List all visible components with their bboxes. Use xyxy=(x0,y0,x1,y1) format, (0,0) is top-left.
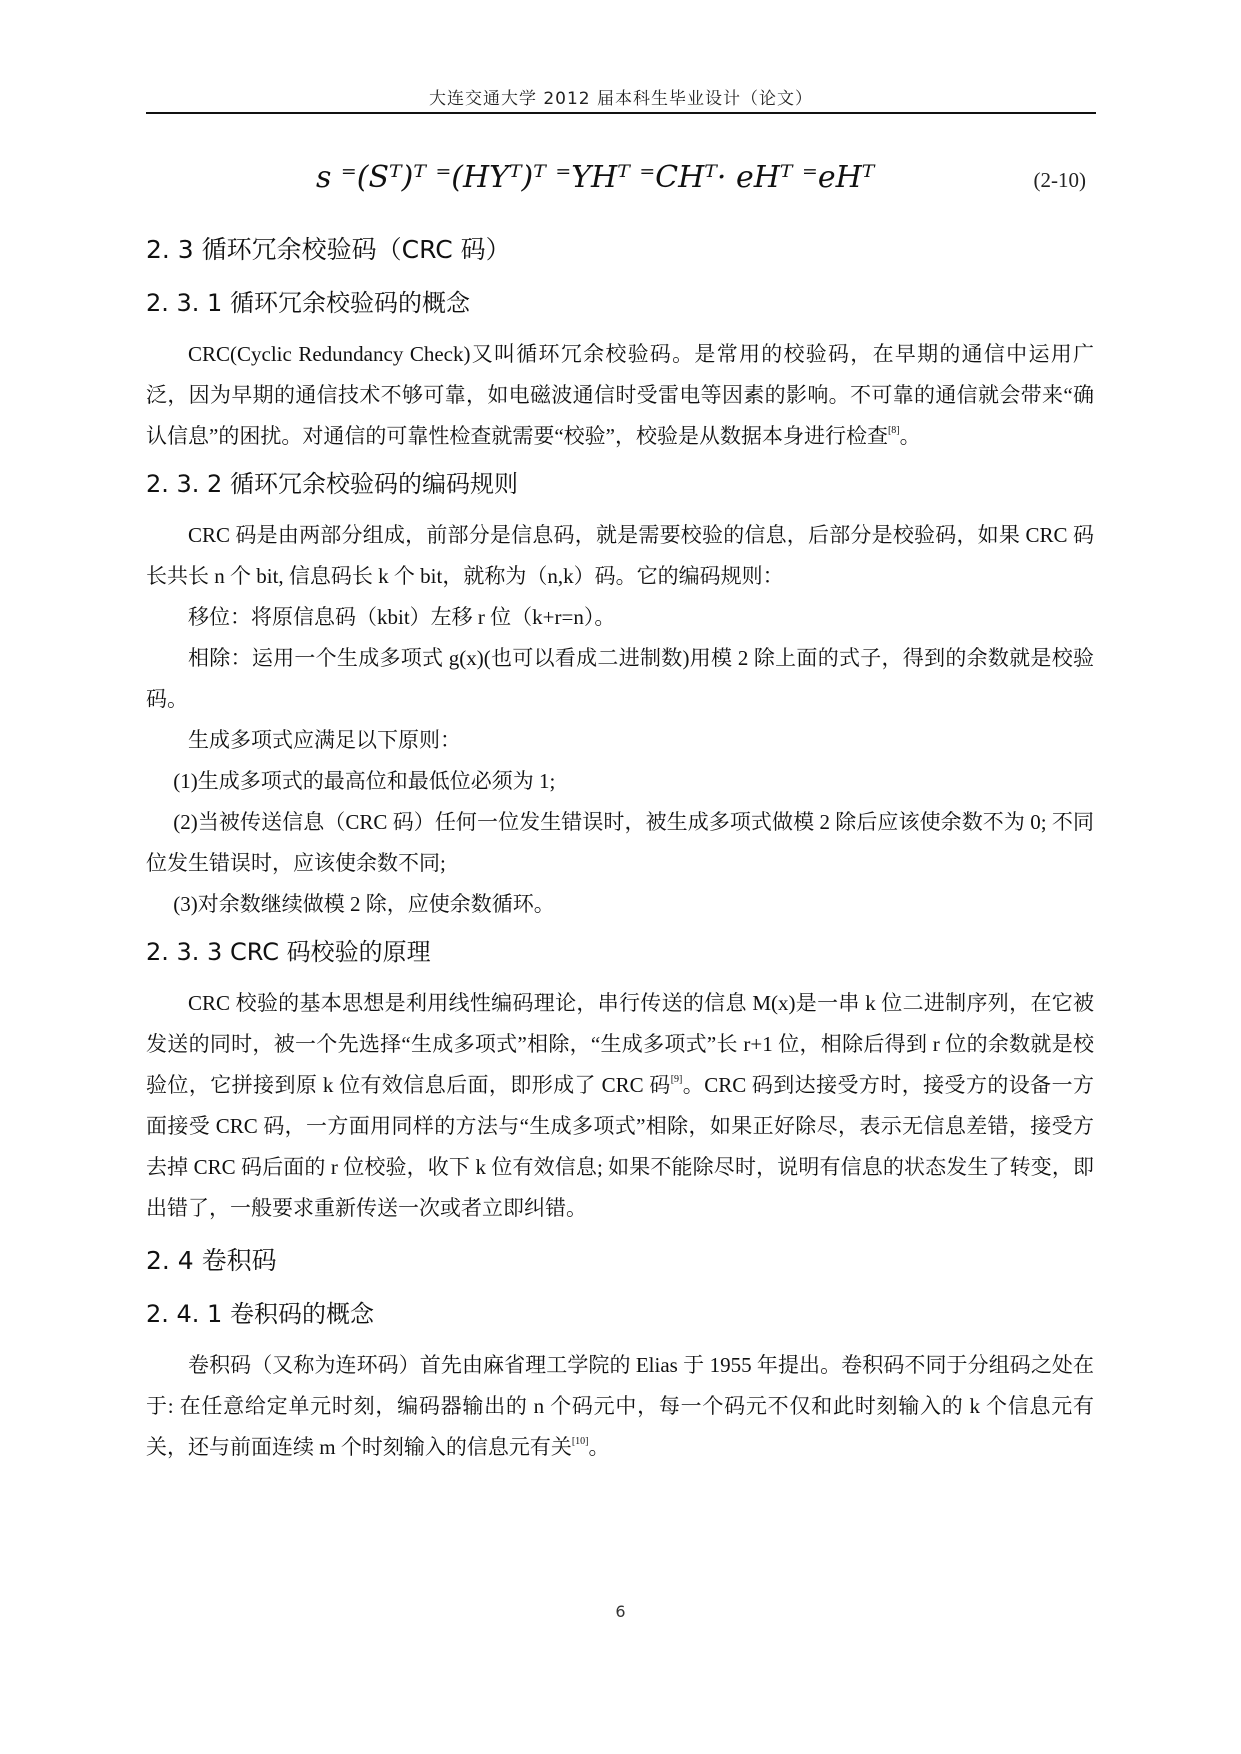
spacer xyxy=(146,457,1094,463)
paragraph-end: 。 xyxy=(588,1435,610,1459)
paragraph-text: CRC 校验的基本思想是利用线性编码理论，串行传送的信息 M(x)是一串 k 位二进制序列，在它被发送的同时，被一个先选择“生成多项式”相除，“生成多项式”长 r+1 位，相除后得到 r 位的余数就是校验位，它拼接到原 k 位有效信息后面，即形成了 CRC 码 xyxy=(146,991,1094,1097)
equation-block xyxy=(146,156,1096,212)
paragraph-crc-composition: CRC 码是由两部分组成，前部分是信息码，就是需要校验的信息，后部分是校验码，如果 CRC 码长共长 n 个 bit, 信息码长 k 个 bit，就称为（n,k）码。它的编码规则： xyxy=(146,523,1094,588)
spacer xyxy=(146,925,1094,931)
page-number: 6 xyxy=(615,1602,626,1621)
paragraph-convolutional-concept xyxy=(146,1345,1094,1468)
paragraph-end: 。 xyxy=(899,424,921,448)
section-heading-2-3-2: 2. 3. 2 循环冗余校验码的编码规则 xyxy=(146,470,518,498)
paragraph-text: 卷积码（又称为连环码）首先由麻省理工学院的 Elias 于 1955 年提出。卷积码不同于分组码之处在于: 在任意给定单元时刻，编码器输出的 n 个码元中，每一个码元不仅和此时刻输入的 k 个信息元有关，还与前面连续 m 个时刻输入的信息元有关 xyxy=(146,1353,1094,1459)
running-header: 大连交通大学 2012 届本科生毕业设计（论文） xyxy=(428,89,814,109)
list-item-rule-2: (2)当被传送信息（CRC 码）任何一位发生错误时，被生成多项式做模 2 除后应该使余数不为 0; 不同位发生错误时，应该使余数不同; xyxy=(146,810,1094,875)
paragraph-crc-principle xyxy=(146,983,1094,1229)
equation-number: (2-10) xyxy=(1033,168,1086,192)
header-rule xyxy=(146,112,1096,114)
paragraph-text-continued: 。CRC 码到达接受方时，接受方的设备一方面接受 CRC 码，一方面用同样的方法与“生成多项式”相除，如果正好除尽，表示无信息差错，接受方去掉 CRC 码后面的 r 位校验，收下 k 位有效信息; 如果不能除尽时，说明有信息的状态发生了转变，即出错了，一般要求重新传送一次或者立即纠错。 xyxy=(146,1073,1094,1220)
section-heading-2-4: 2. 4 卷积码 xyxy=(146,1246,277,1275)
paragraph-text: CRC(Cyclic Redundancy Check)又叫循环冗余校验码。是常用的校验码，在早期的通信中运用广泛，因为早期的通信技术不够可靠，如电磁波通信时受雷电等因素的影响。不可靠的通信就会带来“确认信息”的困扰。对通信的可靠性检查就需要“校验”，校验是从数据本身进行检查 xyxy=(146,342,1094,448)
citation-9: [9] xyxy=(670,1074,683,1085)
body-content xyxy=(146,224,1094,1468)
equation-formula: s ⁼(Sᵀ)ᵀ ⁼(HYᵀ)ᵀ ⁼YHᵀ ⁼CHᵀ· eHᵀ ⁼eHᵀ xyxy=(316,160,875,195)
paragraph-crc-concept xyxy=(146,334,1094,457)
citation-10: [10] xyxy=(571,1436,589,1447)
section-heading-2-3-3: 2. 3. 3 CRC 码校验的原理 xyxy=(146,938,431,966)
list-item-rule-3: (3)对余数继续做模 2 除，应使余数循环。 xyxy=(173,892,555,916)
citation-8: [8] xyxy=(887,425,900,436)
section-heading-2-4-1: 2. 4. 1 卷积码的概念 xyxy=(146,1300,374,1328)
paragraph-divide-step: 相除：运用一个生成多项式 g(x)(也可以看成二进制数)用模 2 除上面的式子，得到的余数就是校验码。 xyxy=(146,646,1094,711)
spacer xyxy=(146,1229,1094,1235)
list-item-rule-1: (1)生成多项式的最高位和最低位必须为 1; xyxy=(173,769,556,793)
paragraph-shift-step: 移位：将原信息码（kbit）左移 r 位（k+r=n）。 xyxy=(188,605,616,629)
paragraph-principles-intro: 生成多项式应满足以下原则： xyxy=(188,728,461,752)
section-heading-2-3: 2. 3 循环冗余校验码（CRC 码） xyxy=(146,235,511,264)
section-heading-2-3-1: 2. 3. 1 循环冗余校验码的概念 xyxy=(146,289,470,317)
